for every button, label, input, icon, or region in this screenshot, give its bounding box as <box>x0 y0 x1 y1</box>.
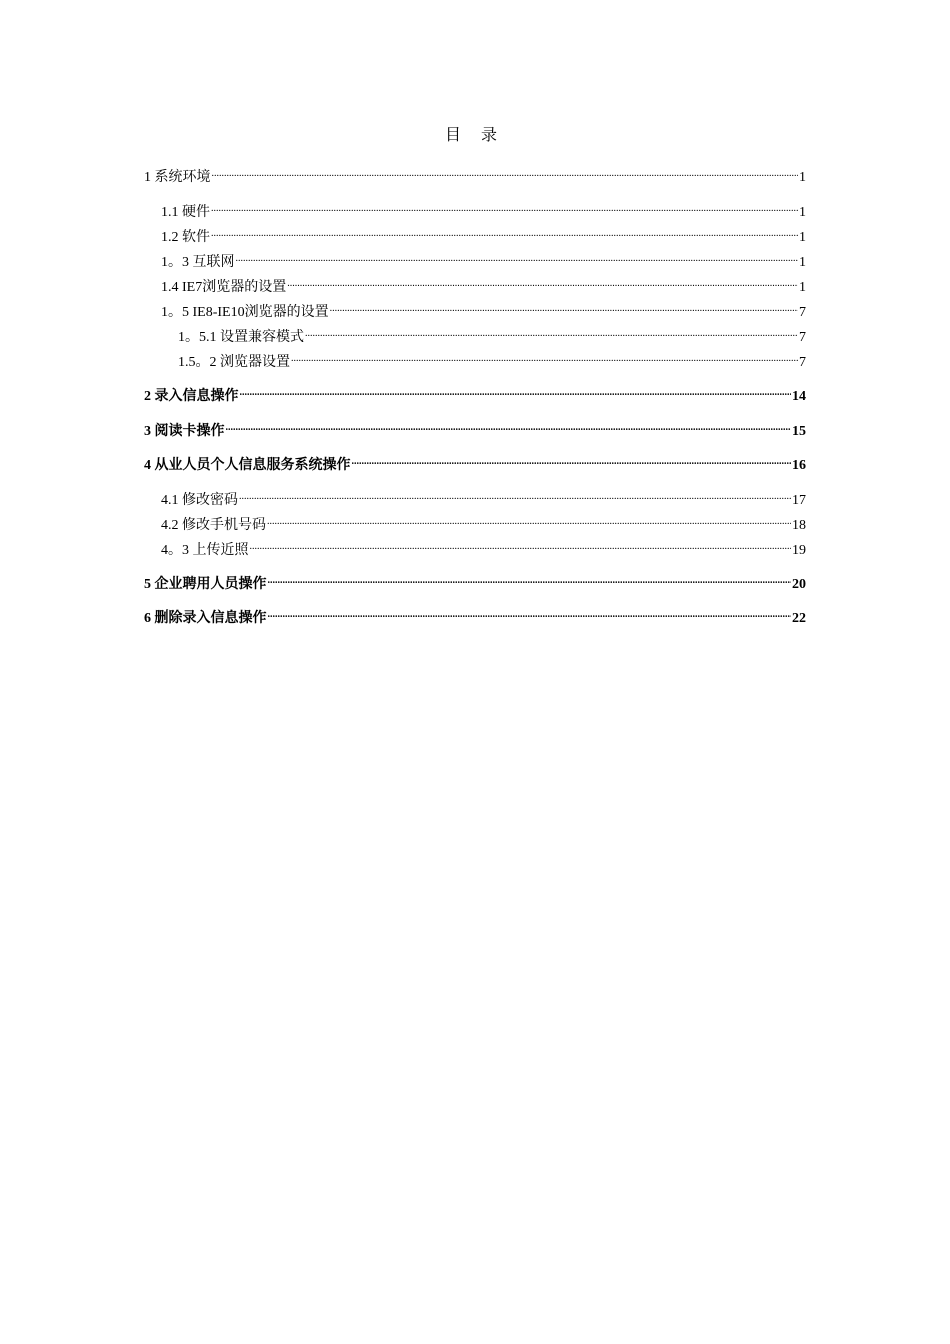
toc-entry-page: 7 <box>799 355 806 370</box>
toc-entry-label: 1。5.1 设置兼容模式 <box>178 330 304 345</box>
toc-entry-1-5-1[interactable] <box>178 321 806 345</box>
toc-leader-dots <box>236 246 799 266</box>
toc-entry-6[interactable] <box>144 602 806 626</box>
toc-leader-dots <box>287 271 798 291</box>
toc-entry-label: 1。5 IE8-IE10浏览器的设置 <box>161 305 329 320</box>
toc-entry-page: 1 <box>799 230 806 245</box>
toc-entry-page: 18 <box>792 518 806 533</box>
toc-leader-dots <box>352 449 792 469</box>
toc-entry-1[interactable] <box>144 161 806 185</box>
toc-entry-page: 15 <box>792 424 806 439</box>
toc-entry-4-2[interactable] <box>161 509 806 533</box>
toc-entry-4-1[interactable] <box>161 484 806 508</box>
toc-title: 目 录 <box>444 127 505 144</box>
toc-entry-3[interactable] <box>144 415 806 439</box>
toc-leader-dots <box>211 196 798 216</box>
toc-entry-2[interactable] <box>144 380 806 404</box>
toc-entry-1-5-2[interactable] <box>178 346 806 370</box>
toc-entry-label: 1。3 互联网 <box>161 255 235 270</box>
toc-entry-label: 4.1 修改密码 <box>161 493 238 508</box>
toc-leader-dots <box>240 380 792 400</box>
toc-entry-label: 6 删除录入信息操作 <box>144 611 267 626</box>
toc-entry-page: 1 <box>799 280 806 295</box>
toc-entry-1-3[interactable] <box>161 246 806 270</box>
toc-entry-page: 17 <box>792 493 806 508</box>
toc-entry-page: 19 <box>792 543 806 558</box>
toc-entry-label: 1.2 软件 <box>161 230 210 245</box>
toc-entry-label: 4.2 修改手机号码 <box>161 518 266 533</box>
toc-entry-page: 1 <box>799 205 806 220</box>
toc-entry-page: 7 <box>799 330 806 345</box>
toc-entry-5[interactable] <box>144 568 806 592</box>
toc-entry-label: 4 从业人员个人信息服务系统操作 <box>144 458 351 473</box>
toc-entry-1-1[interactable] <box>161 196 806 220</box>
toc-leader-dots <box>239 484 791 504</box>
toc-leader-dots <box>268 568 792 588</box>
toc-entry-page: 22 <box>792 611 806 626</box>
toc-entry-label: 5 企业聘用人员操作 <box>144 577 267 592</box>
toc-leader-dots <box>226 415 792 435</box>
toc-entry-1-2[interactable] <box>161 221 806 245</box>
toc-entry-page: 1 <box>799 170 806 185</box>
toc-entry-label: 1.5。2 浏览器设置 <box>178 355 290 370</box>
toc-leader-dots <box>268 602 792 622</box>
toc-entry-label: 1.4 IE7浏览器的设置 <box>161 280 287 295</box>
toc-entry-4-3[interactable] <box>161 534 806 558</box>
toc-entry-page: 7 <box>799 305 806 320</box>
toc-leader-dots <box>211 221 798 241</box>
toc-entry-page: 1 <box>799 255 806 270</box>
toc-leader-dots <box>330 296 798 316</box>
toc-entry-page: 14 <box>792 389 806 404</box>
toc-leader-dots <box>212 161 799 181</box>
toc-leader-dots <box>267 509 791 529</box>
toc-leader-dots <box>291 346 798 366</box>
toc-entry-label: 3 阅读卡操作 <box>144 424 225 439</box>
toc-entry-page: 20 <box>792 577 806 592</box>
toc-leader-dots <box>250 534 792 554</box>
toc-entry-label: 4。3 上传近照 <box>161 543 249 558</box>
toc-entry-label: 1.1 硬件 <box>161 205 210 220</box>
toc-entry-4[interactable] <box>144 449 806 473</box>
toc-entry-1-4[interactable] <box>161 271 806 295</box>
toc-entry-1-5[interactable] <box>161 296 806 320</box>
toc-entry-page: 16 <box>792 458 806 473</box>
toc-leader-dots <box>305 321 798 341</box>
toc-entry-label: 1 系统环境 <box>144 170 211 185</box>
toc-entry-label: 2 录入信息操作 <box>144 389 239 404</box>
